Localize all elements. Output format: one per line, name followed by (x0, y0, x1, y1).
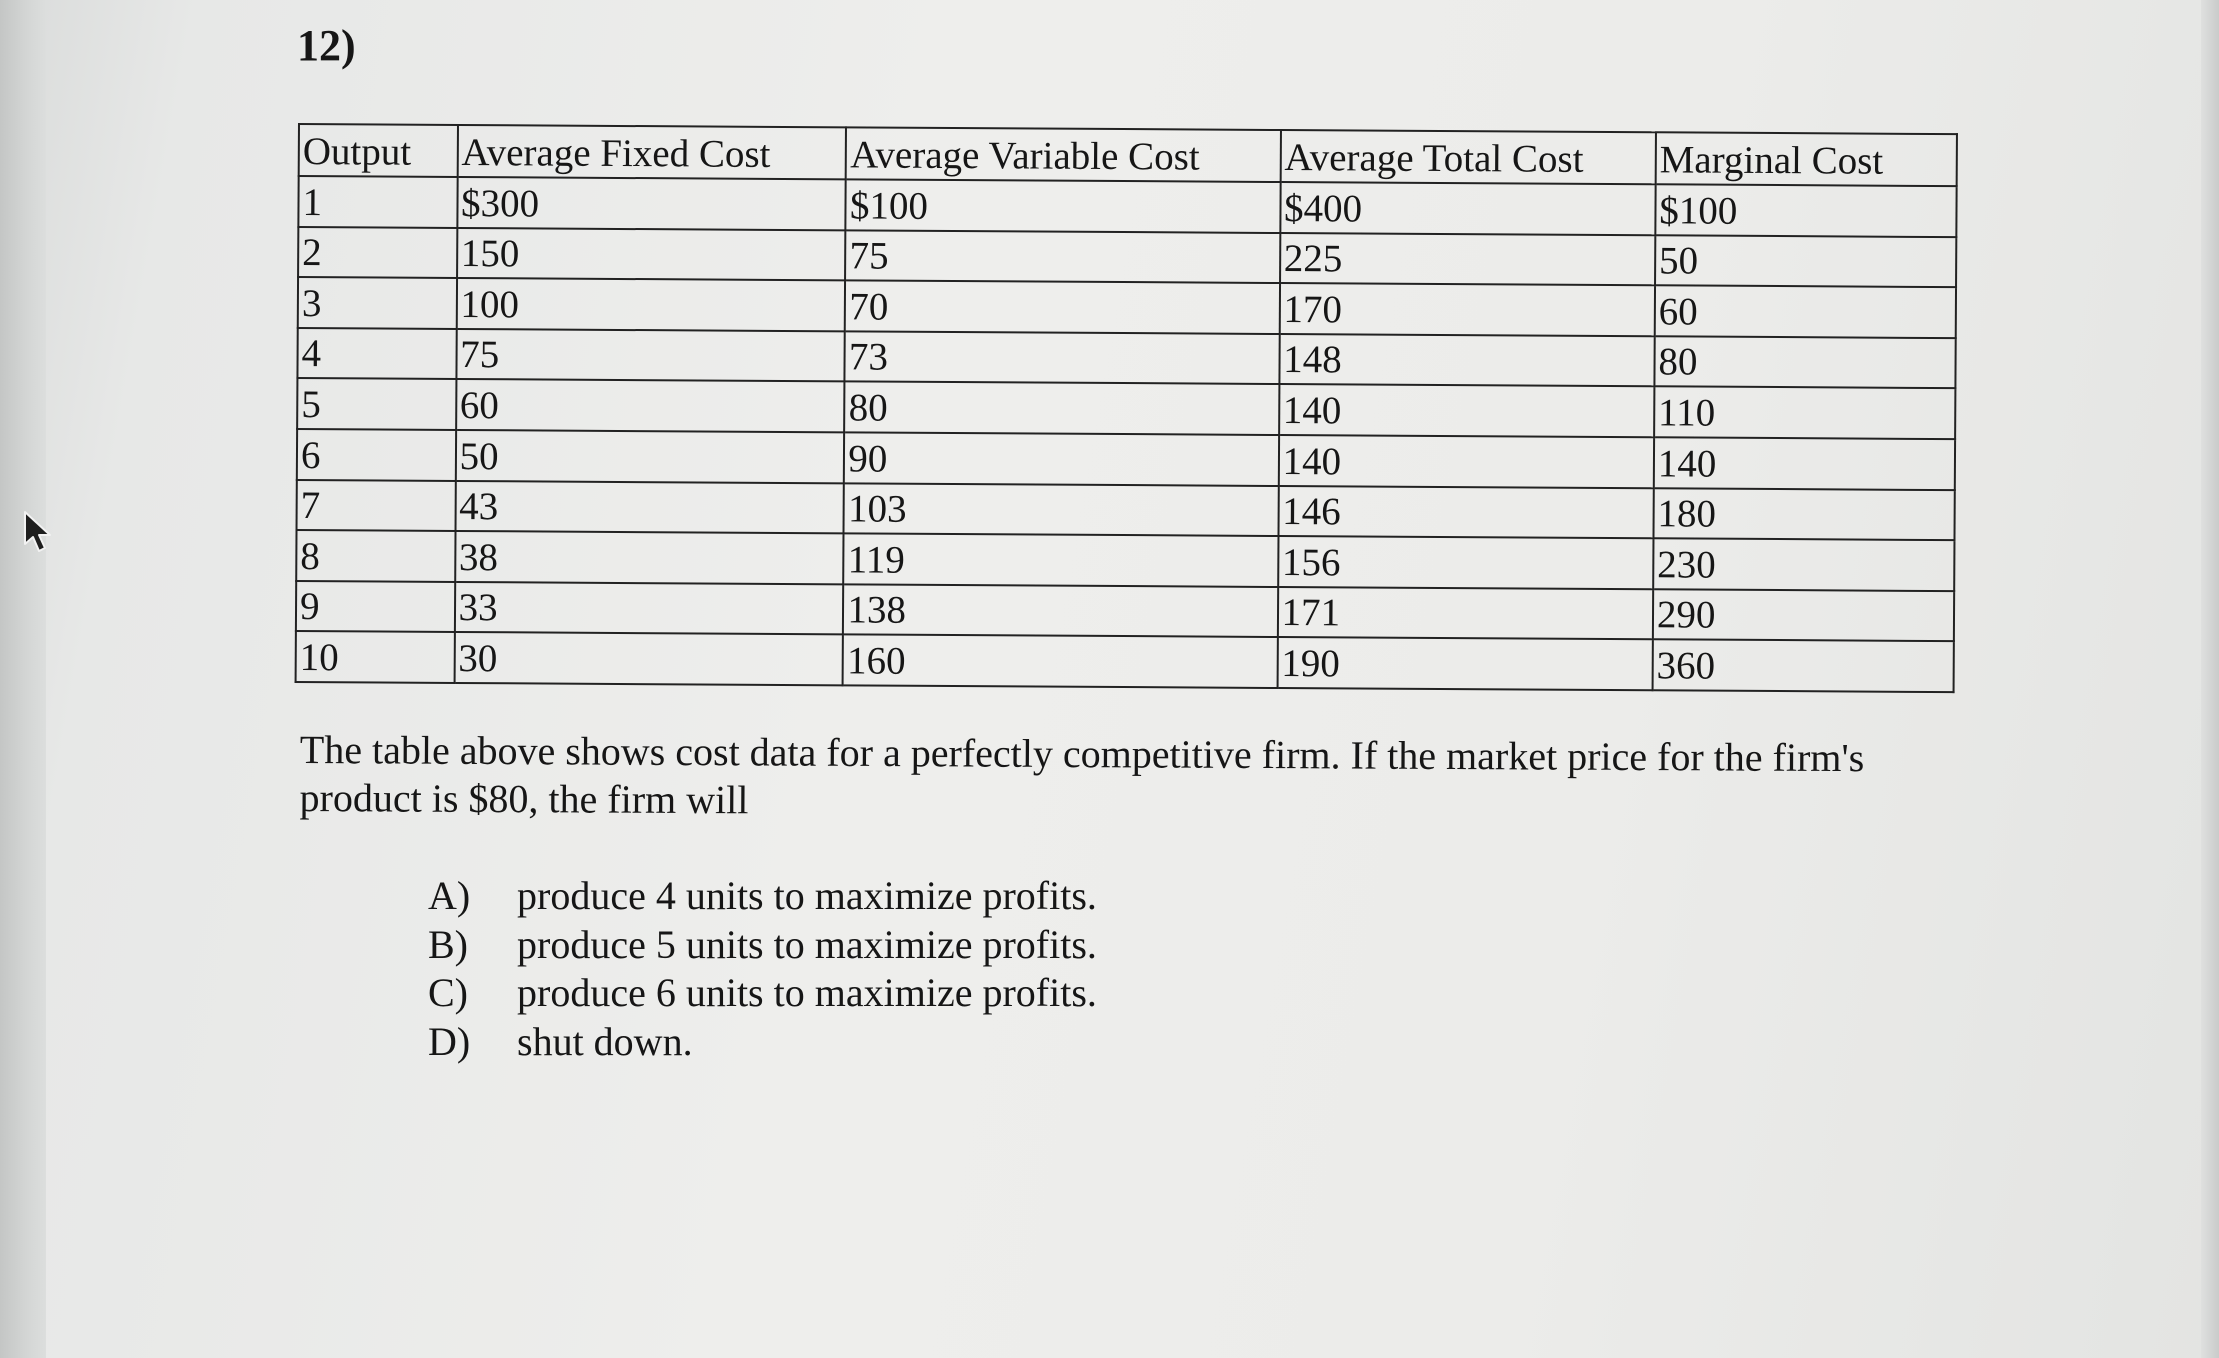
cost-data-table (295, 123, 1958, 693)
cell-mc: 80 (1654, 336, 1955, 388)
cell-atc: $400 (1280, 182, 1656, 235)
cell-mc: 60 (1655, 285, 1956, 337)
cell-mc: 360 (1652, 640, 1953, 692)
option-letter: A) (428, 873, 471, 918)
answer-options (428, 872, 1097, 1066)
cell-afc: 50 (455, 430, 844, 483)
cell-avc: 70 (845, 281, 1279, 334)
cell-afc: 150 (457, 228, 846, 281)
cell-output: 3 (298, 277, 457, 329)
cell-avc: 80 (845, 382, 1279, 435)
cell-mc: 50 (1655, 235, 1956, 287)
option-letter: D) (428, 1018, 471, 1064)
cell-afc: 38 (455, 531, 844, 584)
cell-atc: 148 (1279, 334, 1655, 387)
cell-atc: 156 (1278, 536, 1654, 589)
cell-afc: 100 (456, 278, 845, 331)
cell-afc: 43 (455, 481, 844, 534)
cell-afc: $300 (457, 177, 846, 230)
cell-afc: 60 (456, 379, 845, 432)
cell-afc: 33 (454, 582, 843, 635)
cell-output: 8 (296, 530, 455, 582)
option-letter: B) (428, 921, 468, 967)
cell-output: 6 (297, 429, 456, 481)
cell-output: 1 (298, 176, 457, 228)
cell-output: 9 (296, 581, 455, 633)
cell-mc: 290 (1653, 589, 1954, 641)
cell-atc: 170 (1279, 283, 1655, 336)
cell-atc: 190 (1277, 637, 1653, 690)
cell-atc: 140 (1278, 435, 1654, 488)
cell-afc: 75 (456, 329, 845, 382)
header-average-variable-cost: Average Variable Cost (846, 127, 1280, 182)
cell-atc: 140 (1279, 384, 1655, 437)
option-text: produce 5 units to maximize profits. (517, 921, 1097, 967)
screen-bezel-left (0, 0, 46, 1358)
header-average-fixed-cost: Average Fixed Cost (457, 125, 846, 179)
cell-avc: $100 (846, 179, 1280, 232)
option-a[interactable] (428, 872, 1097, 921)
option-text: produce 4 units to maximize profits. (517, 873, 1097, 918)
cell-atc: 171 (1277, 587, 1653, 640)
header-output: Output (299, 124, 458, 177)
cell-atc: 146 (1278, 486, 1654, 539)
cell-avc: 90 (844, 432, 1278, 485)
header-average-total-cost: Average Total Cost (1280, 130, 1656, 184)
cell-output: 5 (297, 378, 456, 430)
cell-mc: $100 (1655, 184, 1956, 236)
option-c[interactable] (428, 969, 1097, 1018)
option-text: shut down. (517, 1018, 693, 1064)
question-number: 12) (297, 21, 356, 70)
cell-avc: 119 (844, 533, 1278, 586)
table-row (296, 631, 1954, 692)
cell-output: 10 (296, 631, 455, 683)
question-text: The table above shows cost data for a perfectly competitive firm. If the market price for the firm's product is $80, the firm will (299, 727, 1865, 823)
cell-avc: 138 (843, 584, 1277, 637)
cell-avc: 75 (845, 230, 1279, 283)
option-text: produce 6 units to maximize profits. (517, 970, 1097, 1015)
arrow-pointer-icon (22, 510, 54, 554)
option-d[interactable] (428, 1018, 1097, 1067)
option-letter: C) (428, 970, 468, 1015)
option-b[interactable] (428, 921, 1097, 970)
cell-avc: 73 (845, 331, 1279, 384)
cell-atc: 225 (1280, 233, 1656, 286)
header-marginal-cost: Marginal Cost (1656, 132, 1957, 186)
cell-output: 7 (297, 480, 456, 532)
cell-afc: 30 (454, 632, 843, 685)
cell-mc: 230 (1653, 538, 1954, 590)
cell-avc: 160 (843, 635, 1277, 688)
cell-mc: 110 (1654, 387, 1955, 439)
screen-bezel-right (2201, 0, 2219, 1358)
cell-mc: 180 (1653, 488, 1954, 540)
cell-output: 4 (297, 328, 456, 380)
cell-avc: 103 (844, 483, 1278, 536)
cell-mc: 140 (1654, 437, 1955, 489)
cell-output: 2 (298, 227, 457, 279)
